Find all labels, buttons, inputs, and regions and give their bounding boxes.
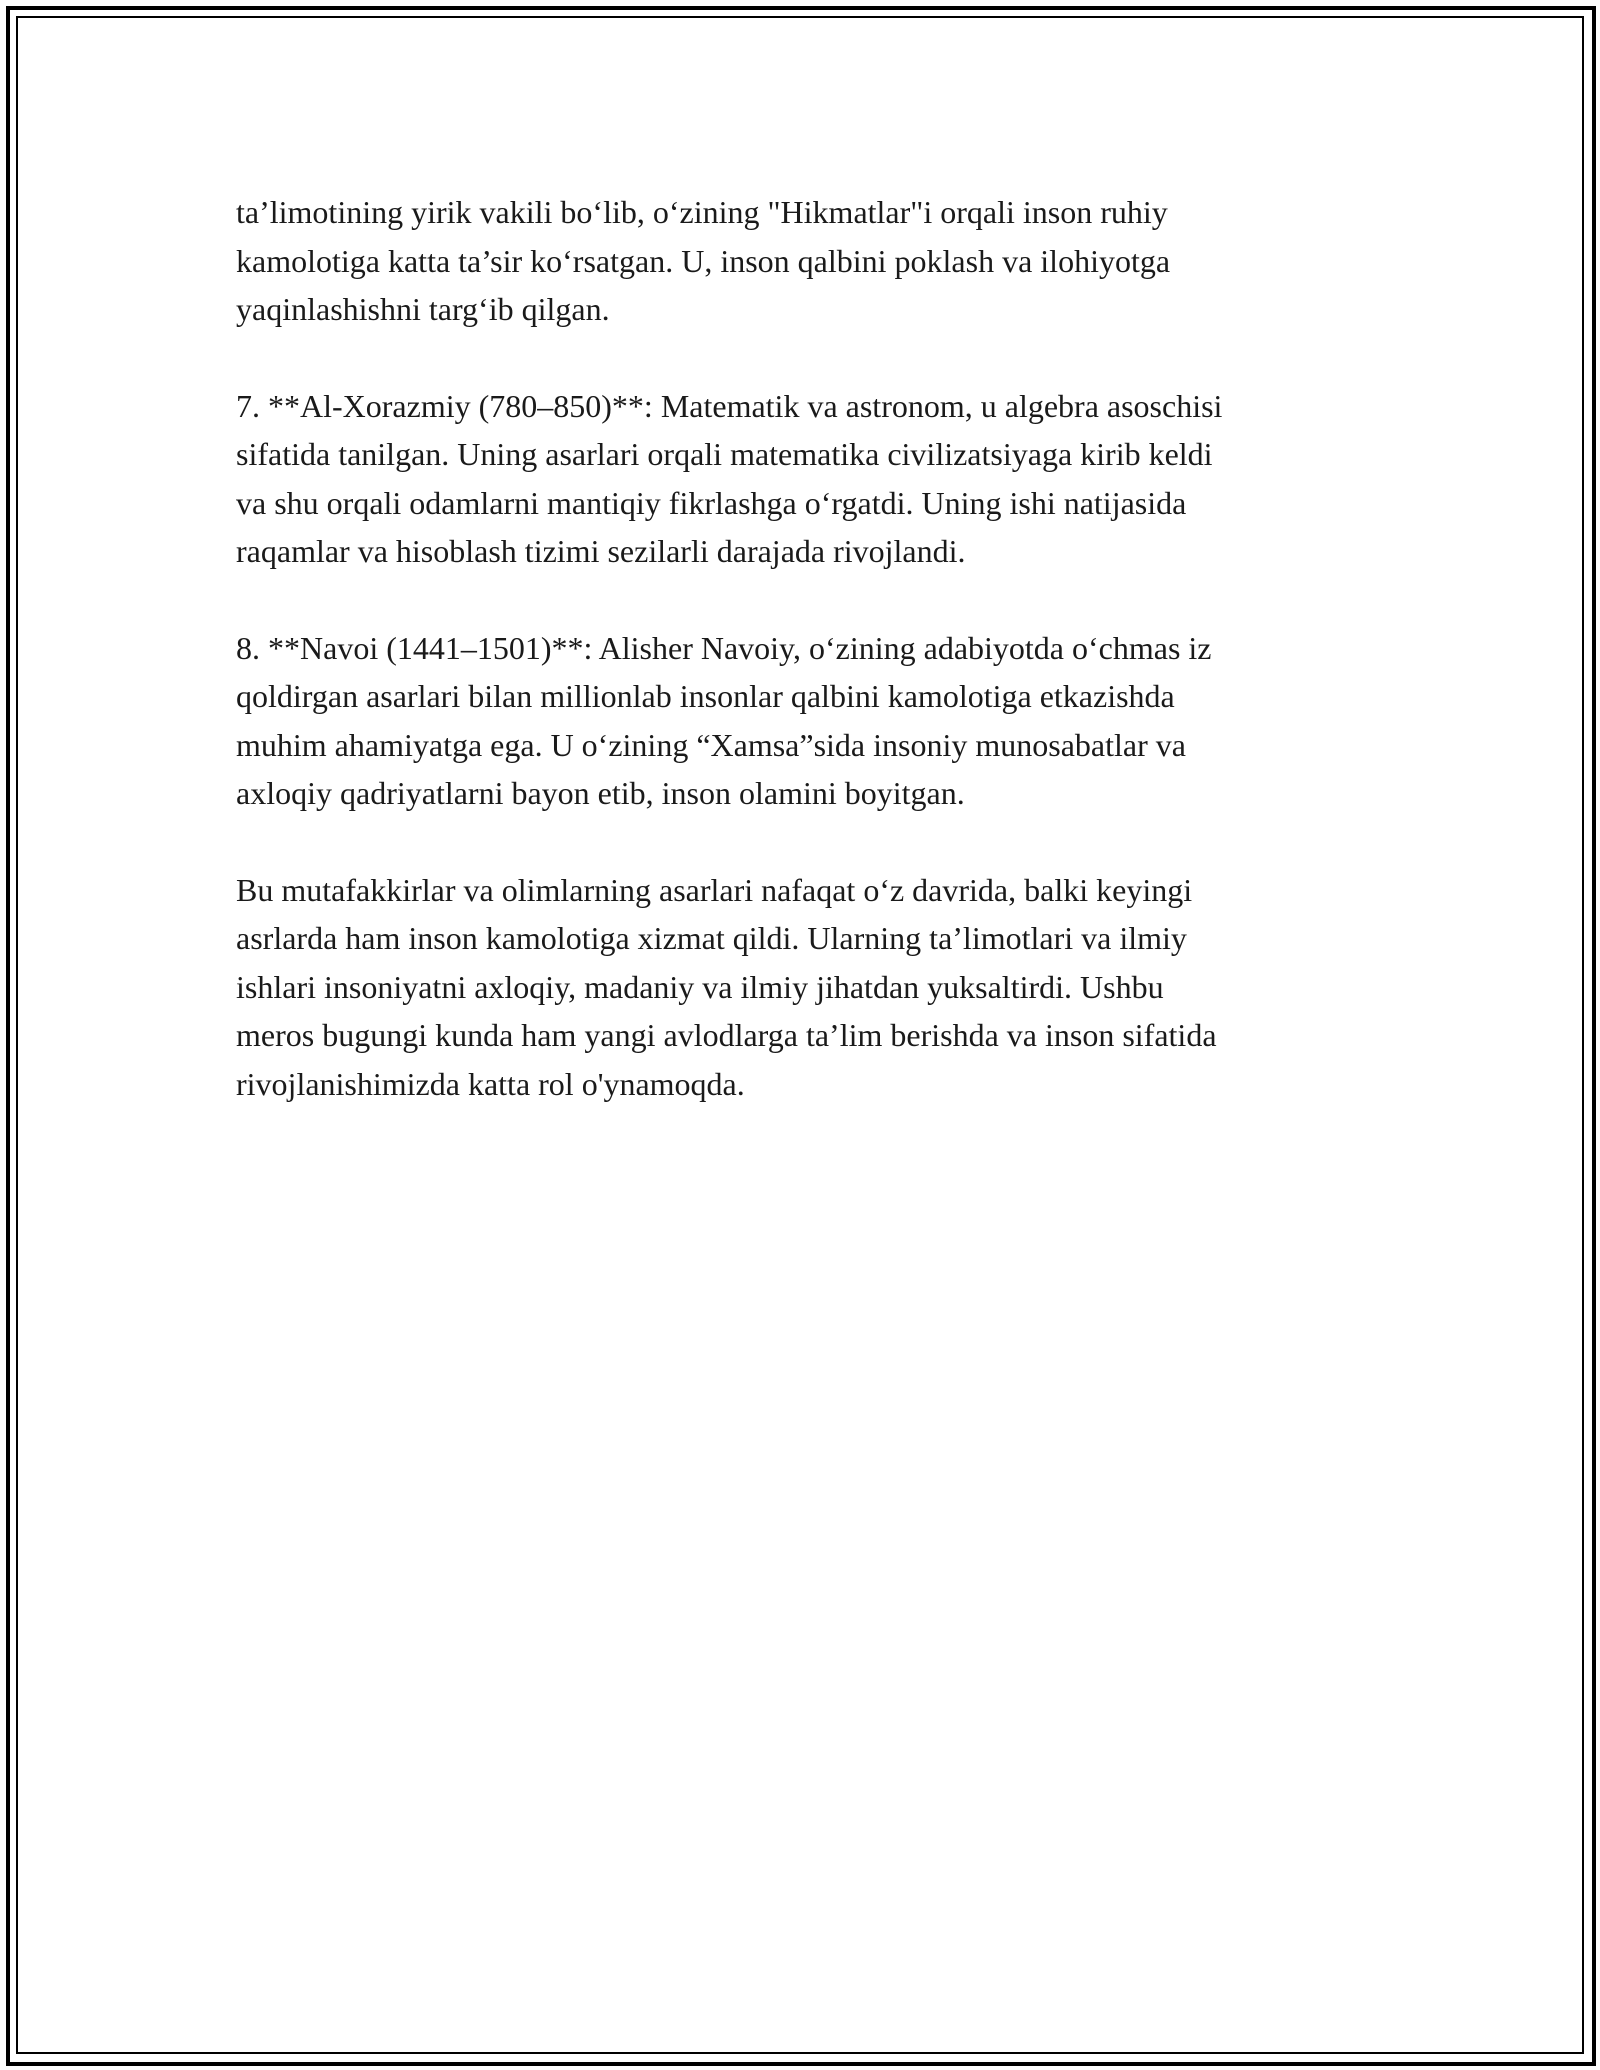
text-line: 8. **Navoi (1441–1501)**: Alisher Navoiy, o‘zining adabiyotda o‘chmas iz — [236, 629, 1212, 666]
text-line: qoldirgan asarlari bilan millionlab insonlar qalbini kamolotiga etkazishda — [236, 678, 1175, 714]
text-line: yaqinlashishni targ‘ib qilgan. — [236, 291, 610, 327]
text-line: ta’limotining yirik vakili bo‘lib, o‘zining "Hikmatlar"i orqali inson ruhiy — [236, 194, 1168, 230]
text-line: kamolotiga katta ta’sir ko‘rsatgan. U, inson qalbini poklash va ilohiyotga — [236, 242, 1171, 279]
paragraph-hikmatlar — [236, 188, 1396, 334]
text-line: meros bugungi kunda ham yangi avlodlarga ta’lim berishda va inson sifatida — [236, 1017, 1217, 1053]
text-line: ishlari insoniyatni axloqiy, madaniy va ilmiy jihatdan yuksaltirdi. Ushbu — [236, 968, 1164, 1005]
text-line: asrlarda ham inson kamolotiga xizmat qildi. Ularning ta’limotlari va ilmiy — [236, 920, 1187, 956]
text-line: Bu mutafakkirlar va olimlarning asarlari nafaqat o‘z davrida, balki keyingi — [236, 871, 1193, 908]
text-line: va shu orqali odamlarni mantiqiy fikrlashga o‘rgatdi. Uning ishi natijasida — [236, 484, 1187, 521]
text-line: raqamlar va hisoblash tizimi sezilarli darajada rivojlandi. — [236, 533, 966, 569]
text-line: rivojlanishimizda katta rol o'ynamoqda. — [236, 1065, 745, 1102]
paragraph-conclusion — [236, 866, 1396, 1109]
text-line: muhim ahamiyatga ega. U o‘zining “Xamsa”sida insoniy munosabatlar va — [236, 726, 1186, 763]
text-line: 7. **Al-Xorazmiy (780–850)**: Matematik va astronom, u algebra asoschisi — [236, 387, 1223, 424]
text-line: axloqiy qadriyatlarni bayon etib, inson olamini boyitgan. — [236, 775, 965, 811]
document-body — [236, 188, 1396, 1156]
paragraph-navoi — [236, 624, 1396, 818]
paragraph-al-xorazmiy — [236, 382, 1396, 576]
text-line: sifatida tanilgan. Uning asarlari orqali matematika civilizatsiyaga kirib keldi — [236, 436, 1213, 472]
